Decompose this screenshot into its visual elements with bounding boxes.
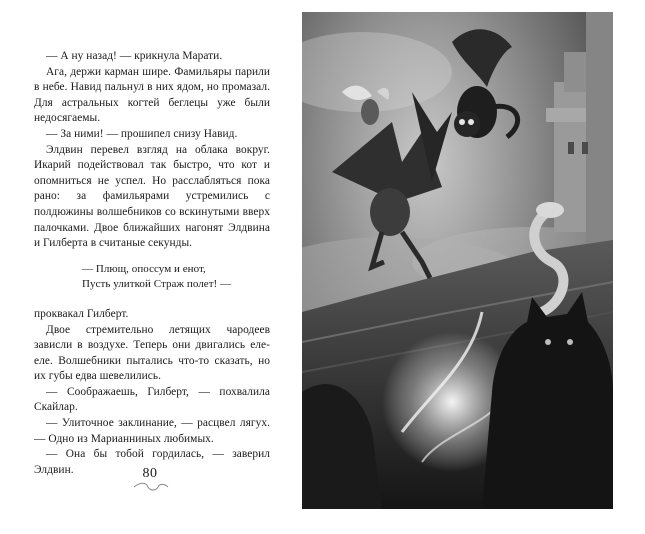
- paragraph: — Она бы тобой гордилась, — заверил Элдвин.: [34, 448, 270, 476]
- paragraph: — А ну назад! — крикнула Марати.: [46, 50, 223, 62]
- left-page: [0, 0, 300, 534]
- paragraph: Двое стремительно летящих чародеев зависли в воздухе. Теперь они двигались еле-еле. Волшебники пытались что-то сказать, но их губы едва шевелились.: [34, 323, 270, 383]
- verse-line: — Плющ, опоссум и енот,: [82, 262, 206, 275]
- illustration: [302, 12, 613, 509]
- page-number: 80: [142, 466, 158, 481]
- body-text: [34, 49, 270, 478]
- paragraph: Элдвин перевел взгляд на облака вокруг. Икарий подействовал так быстро, что кот и опомниться не успел. Но расслабляться пока рано: за фамильярами устремились с полдюжины волшебников со вскинутыми вверх палочками. Двое ближайших нагонят Элдвина и Гилберта в считаные секунды.: [34, 143, 270, 250]
- swirl-ornament-icon: [132, 481, 170, 493]
- paragraph: Ага, держи карман шире. Фамильяры парили в небе. Навид пальнул в них ядом, но промазал. Для астральных когтей беглецы уже были недосягаемы.: [34, 65, 270, 125]
- paragraph: — Соображаешь, Гилберт, — похвалила Скайлар.: [34, 385, 270, 414]
- paragraph: — Улиточное заклинание, — расцвел лягух. — Одно из Марианниных любимых.: [34, 417, 270, 445]
- paragraph: проквакал Гилберт.: [34, 307, 129, 320]
- verse-line: Пусть улиткой Страж полет! —: [82, 278, 232, 291]
- paragraph: — За ними! — прошипел снизу Навид.: [46, 127, 238, 140]
- verse: [34, 262, 270, 293]
